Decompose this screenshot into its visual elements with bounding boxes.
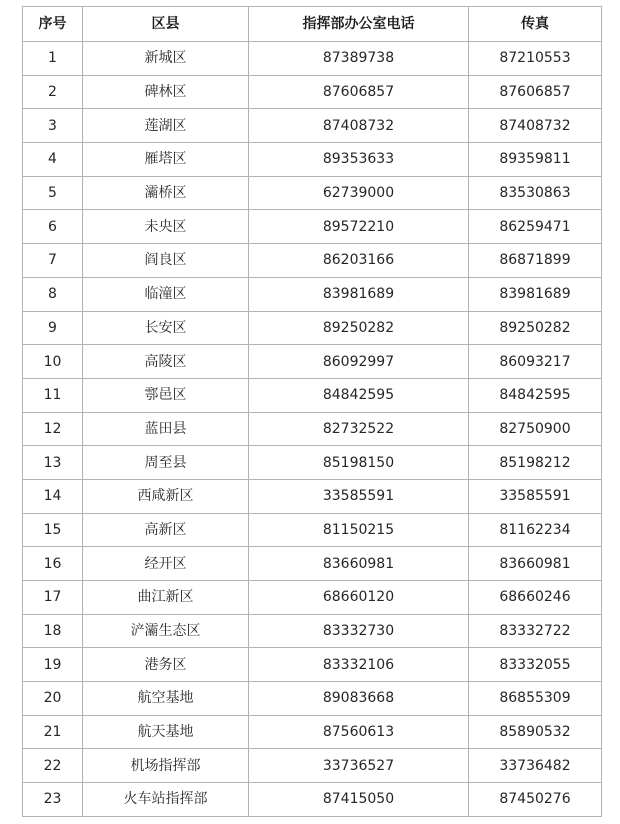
table-row [23,547,602,581]
cell-index: 7 [23,244,83,278]
cell-district: 长安区 [83,311,249,345]
cell-index: 22 [23,749,83,783]
cell-district: 经开区 [83,547,249,581]
cell-index: 20 [23,682,83,716]
cell-index: 16 [23,547,83,581]
cell-fax: 33585591 [469,479,602,513]
cell-phone: 87606857 [249,75,469,109]
cell-district: 西咸新区 [83,479,249,513]
table-row [23,311,602,345]
table-header [23,7,602,42]
contacts-table [22,6,602,817]
cell-fax: 83660981 [469,547,602,581]
cell-fax: 86259471 [469,210,602,244]
header-district: 区县 [83,7,249,42]
cell-district: 新城区 [83,42,249,76]
cell-phone: 86092997 [249,345,469,379]
table-row [23,244,602,278]
table-row [23,109,602,143]
cell-fax: 87450276 [469,783,602,817]
table-row [23,479,602,513]
table-row [23,648,602,682]
cell-index: 13 [23,446,83,480]
cell-district: 未央区 [83,210,249,244]
cell-phone: 33736527 [249,749,469,783]
table-body [23,42,602,817]
cell-district: 高陵区 [83,345,249,379]
cell-index: 2 [23,75,83,109]
cell-district: 曲江新区 [83,581,249,615]
cell-phone: 84842595 [249,378,469,412]
cell-index: 17 [23,581,83,615]
table-row [23,42,602,76]
table-row [23,75,602,109]
cell-index: 11 [23,378,83,412]
cell-index: 12 [23,412,83,446]
table-row [23,614,602,648]
cell-fax: 87408732 [469,109,602,143]
cell-fax: 86871899 [469,244,602,278]
cell-district: 鄠邑区 [83,378,249,412]
header-row [23,7,602,42]
cell-fax: 89250282 [469,311,602,345]
cell-district: 阎良区 [83,244,249,278]
cell-fax: 82750900 [469,412,602,446]
cell-phone: 82732522 [249,412,469,446]
cell-phone: 68660120 [249,581,469,615]
cell-district: 雁塔区 [83,143,249,177]
cell-index: 10 [23,345,83,379]
cell-district: 周至县 [83,446,249,480]
cell-phone: 83332730 [249,614,469,648]
cell-district: 高新区 [83,513,249,547]
cell-fax: 86855309 [469,682,602,716]
cell-fax: 84842595 [469,378,602,412]
cell-phone: 87389738 [249,42,469,76]
cell-index: 23 [23,783,83,817]
cell-district: 航天基地 [83,715,249,749]
header-phone: 指挥部办公室电话 [249,7,469,42]
cell-fax: 86093217 [469,345,602,379]
cell-index: 6 [23,210,83,244]
cell-fax: 81162234 [469,513,602,547]
cell-index: 15 [23,513,83,547]
table-row [23,176,602,210]
table-row [23,715,602,749]
table-row [23,277,602,311]
cell-index: 21 [23,715,83,749]
cell-fax: 83981689 [469,277,602,311]
table-row [23,378,602,412]
cell-district: 浐灞生态区 [83,614,249,648]
cell-index: 8 [23,277,83,311]
cell-index: 9 [23,311,83,345]
cell-index: 4 [23,143,83,177]
cell-phone: 87415050 [249,783,469,817]
cell-phone: 81150215 [249,513,469,547]
cell-district: 灞桥区 [83,176,249,210]
table-row [23,210,602,244]
cell-phone: 87408732 [249,109,469,143]
cell-fax: 87210553 [469,42,602,76]
cell-phone: 89353633 [249,143,469,177]
cell-phone: 89250282 [249,311,469,345]
table-row [23,783,602,817]
table-row [23,513,602,547]
cell-phone: 83660981 [249,547,469,581]
cell-phone: 83332106 [249,648,469,682]
cell-district: 火车站指挥部 [83,783,249,817]
table-row [23,345,602,379]
table-row [23,412,602,446]
cell-fax: 85890532 [469,715,602,749]
cell-index: 1 [23,42,83,76]
table-row [23,749,602,783]
cell-district: 机场指挥部 [83,749,249,783]
cell-fax: 68660246 [469,581,602,615]
cell-district: 莲湖区 [83,109,249,143]
cell-fax: 89359811 [469,143,602,177]
cell-phone: 33585591 [249,479,469,513]
cell-fax: 85198212 [469,446,602,480]
cell-phone: 87560613 [249,715,469,749]
table-row [23,143,602,177]
cell-index: 14 [23,479,83,513]
cell-fax: 83332722 [469,614,602,648]
cell-phone: 89572210 [249,210,469,244]
header-fax: 传真 [469,7,602,42]
table-row [23,581,602,615]
cell-district: 港务区 [83,648,249,682]
cell-index: 18 [23,614,83,648]
cell-phone: 62739000 [249,176,469,210]
cell-index: 19 [23,648,83,682]
cell-index: 5 [23,176,83,210]
cell-district: 临潼区 [83,277,249,311]
cell-phone: 85198150 [249,446,469,480]
header-index: 序号 [23,7,83,42]
cell-district: 蓝田县 [83,412,249,446]
cell-district: 航空基地 [83,682,249,716]
cell-fax: 83332055 [469,648,602,682]
cell-fax: 87606857 [469,75,602,109]
cell-phone: 86203166 [249,244,469,278]
cell-fax: 33736482 [469,749,602,783]
cell-phone: 89083668 [249,682,469,716]
cell-fax: 83530863 [469,176,602,210]
cell-index: 3 [23,109,83,143]
cell-phone: 83981689 [249,277,469,311]
table-row [23,446,602,480]
table-row [23,682,602,716]
cell-district: 碑林区 [83,75,249,109]
